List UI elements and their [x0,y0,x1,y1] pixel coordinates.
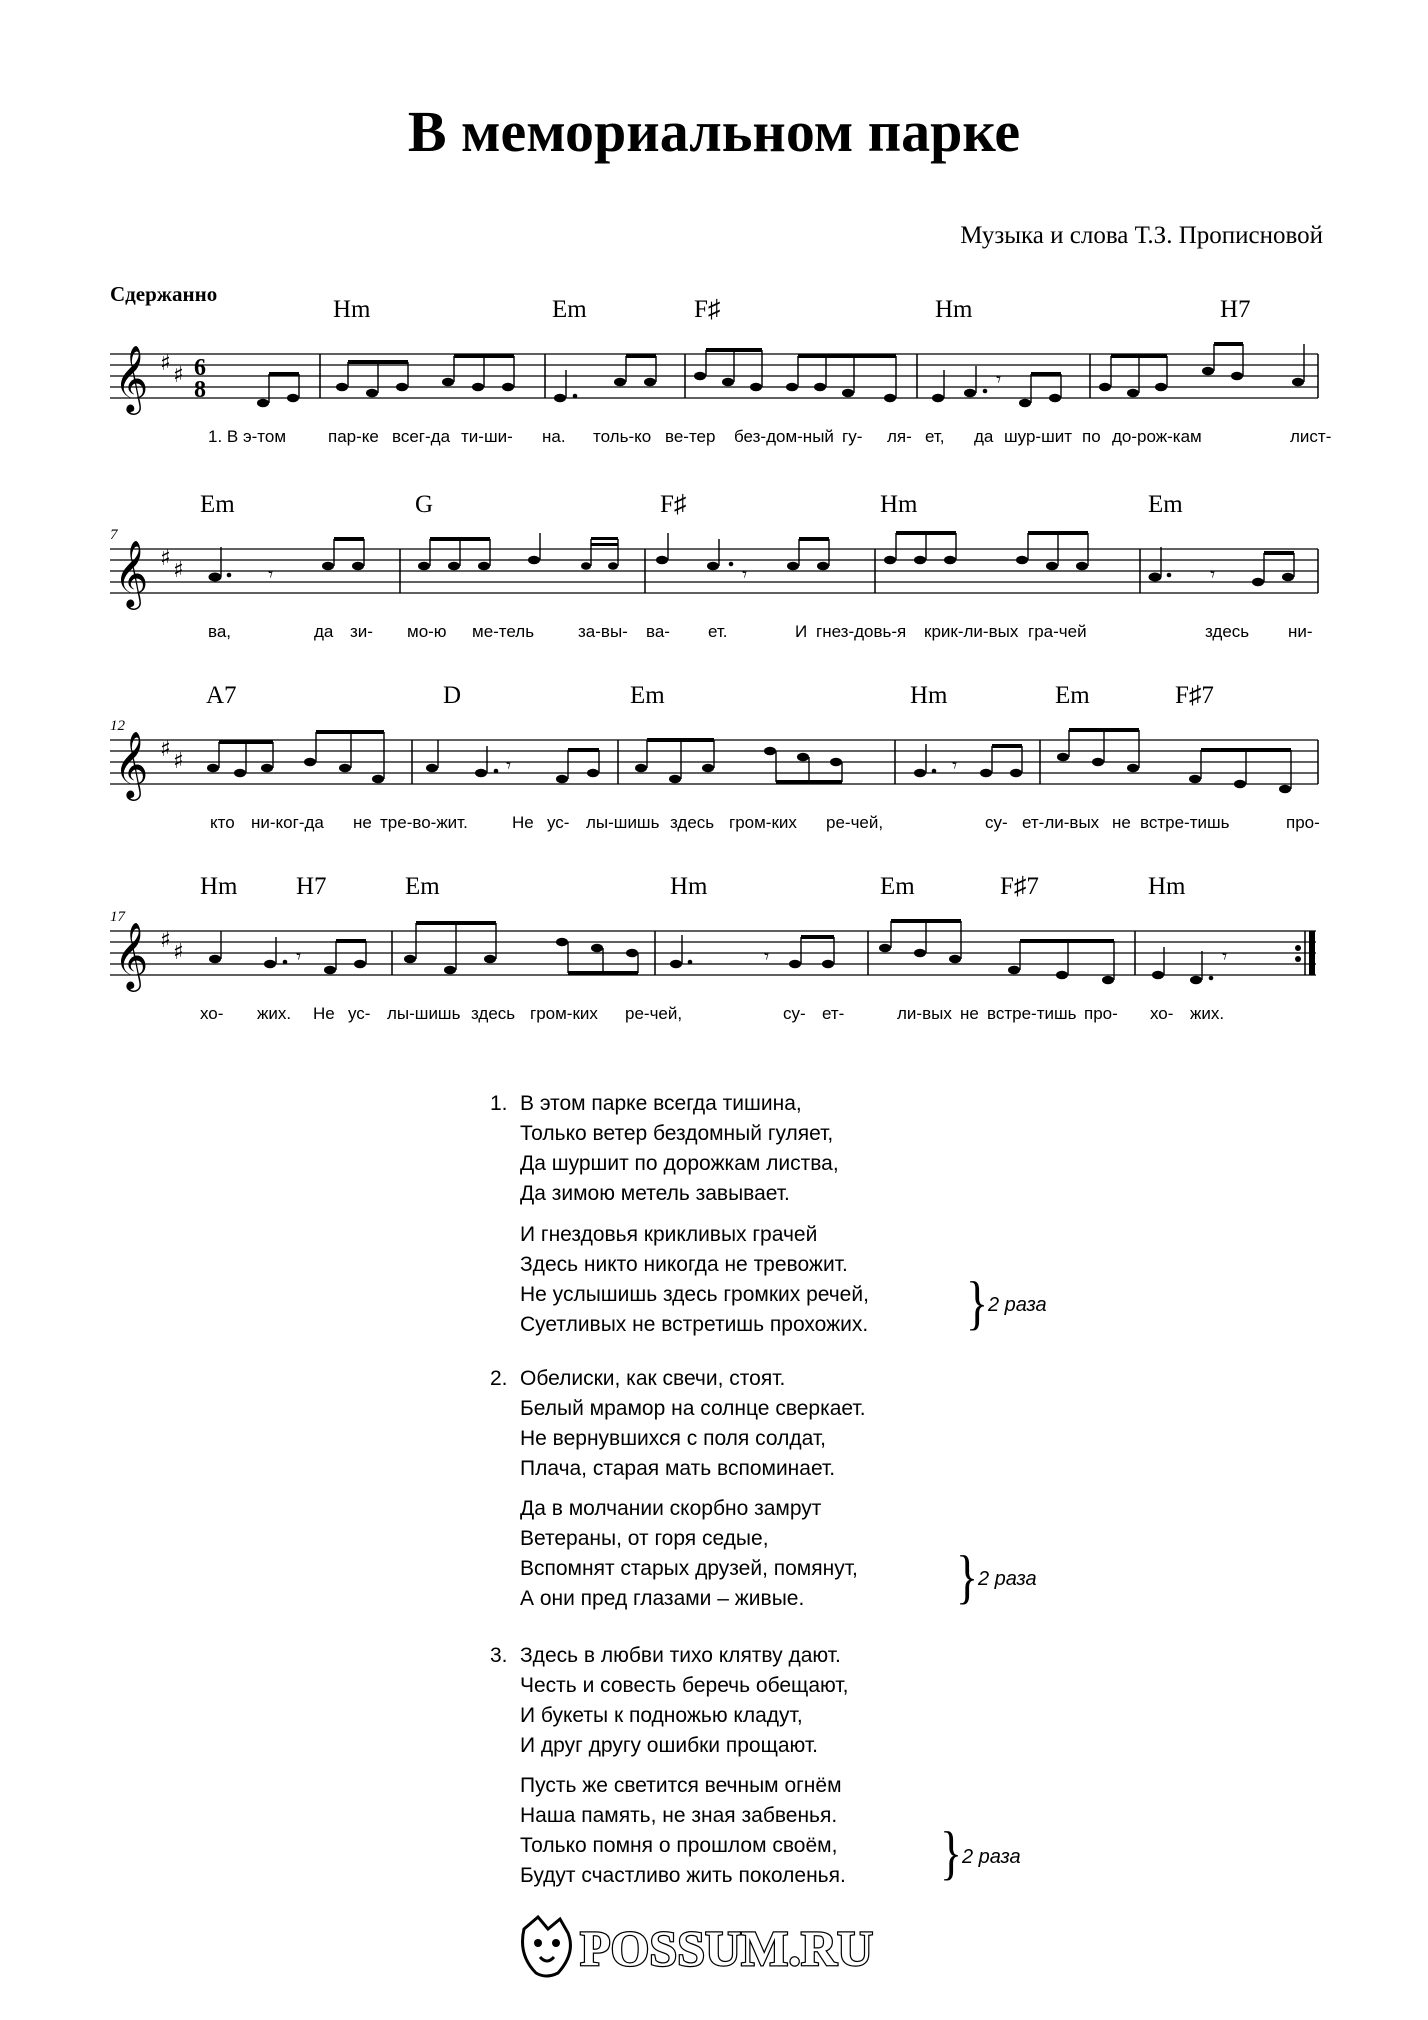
lyric-syllable: ре-чей, [625,1004,683,1023]
lyric-syllable: ет. [708,622,728,641]
chord-symbol: G [415,491,434,518]
lyric-syllable: хо- [1150,1004,1174,1023]
logo-text: POSSUM.RU [580,1920,874,1976]
lyrics-line [110,427,1332,453]
lyric-syllable: ре-чей, [826,813,884,832]
treble-clef-icon: 𝄞 [114,539,149,607]
eighth-rest-icon: 𝄾 [742,562,748,586]
verse-line: Только ветер бездомный гуляет, [520,1122,834,1145]
chord-row [0,296,1428,336]
staff-system-2 [0,491,1428,681]
lyric-syllable: ет, [925,427,945,446]
lyric-syllable: не [960,1004,979,1023]
verse-number: 2. [490,1367,508,1390]
repeat-note: 2 раза [978,1568,1037,1590]
lyric-syllable: гром-ких [729,813,797,832]
staff-system-3 [0,682,1428,872]
chorus-line: Ветераны, от горя седые, [520,1527,769,1550]
lyric-syllable: зи- [350,622,373,641]
lyric-syllable: гра-чей [1028,622,1087,641]
lyric-syllable: за-вы- [578,622,628,641]
lyrics-line [110,1004,1328,1030]
chord-symbol: Em [880,873,915,900]
sharp-icon: ♯ [173,363,184,388]
verse-line: И друг другу ошибки прощают. [520,1734,818,1757]
lyric-syllable: здесь [471,1004,516,1023]
lyric-syllable: здесь [1205,622,1250,641]
eighth-rest-icon: 𝄾 [506,753,512,777]
staff-system-4 [0,873,1428,1063]
chord-symbol: F♯7 [1175,682,1214,709]
chorus-line: Только помня о прошлом своём, [520,1834,838,1857]
verse-line: В этом парке всегда тишина, [520,1092,802,1115]
verse-line: Честь и совесть беречь обещают, [520,1674,849,1697]
chorus-2 [520,1494,858,1614]
chord-symbol: H7 [296,873,327,900]
chord-symbol: Hm [910,682,948,709]
lyric-syllable: И [795,622,808,641]
eighth-rest-icon: 𝄾 [952,753,958,777]
lyric-syllable: ва- [646,622,670,641]
lyric-syllable: лист- [1290,427,1332,446]
lyric-syllable: ни-ког-да [251,813,324,832]
verse-line: Белый мрамор на солнце сверкает. [520,1397,866,1420]
lyric-syllable: гром-ких [530,1004,598,1023]
lyric-syllable: ве-тер [665,427,716,446]
repeat-dot [1295,956,1301,962]
lyric-syllable: лы-шишь [586,813,660,832]
chord-row [0,682,1428,722]
time-sig-bottom: 8 [194,377,206,403]
lyric-syllable: не [1112,813,1131,832]
lyric-syllable: всег-да [392,427,451,446]
verse-line: Да шуршит по дорожкам листва, [520,1152,839,1175]
chorus-line: Вспомнят старых друзей, помянут, [520,1557,858,1580]
lyric-syllable: су- [985,813,1008,832]
chorus-line: Да в молчании скорбно замрут [520,1497,822,1520]
lyric-syllable: лы-шишь [387,1004,461,1023]
lyric-syllable: встре-тишь [1140,813,1230,832]
chord-symbol: Hm [1148,873,1186,900]
lyric-syllable: тре-во-жит. [380,813,468,832]
chorus-line: Пусть же светится вечным огнём [520,1774,842,1797]
chorus-line: Не услышишь здесь громких речей, [520,1283,869,1306]
chorus-1 [520,1220,869,1340]
chord-symbol: Hm [935,296,973,323]
chord-row [0,491,1428,531]
chord-symbol: Em [1055,682,1090,709]
lyric-syllable: ни- [1288,622,1313,641]
chord-symbol: Em [552,296,587,323]
possum-head-icon [523,1917,571,1976]
eighth-rest-icon: 𝄾 [764,944,770,968]
tempo-marking: Сдержанно [110,282,218,306]
chord-symbol: H7 [1220,296,1251,323]
repeat-brace: } [956,1543,979,1610]
lyric-syllable: про- [1084,1004,1118,1023]
sharp-icon: ♯ [173,749,184,774]
composer-credit: Музыка и слова Т.З. Прописновой [960,222,1323,249]
verse-number: 3. [490,1644,508,1667]
chord-row [0,873,1428,913]
sharp-icon: ♯ [160,351,171,376]
lyric-syllable: ме-тель [472,622,535,641]
lyric-syllable: жих. [1190,1004,1225,1023]
sharp-icon: ♯ [173,940,184,965]
verse-line: Не вернувшихся с поля солдат, [520,1427,826,1450]
verse-line: Да зимою метель завывает. [520,1182,790,1205]
eighth-rest-icon: 𝄾 [1222,944,1228,968]
eighth-rest-icon: 𝄾 [996,367,1002,391]
eighth-rest-icon: 𝄾 [1210,562,1216,586]
lyric-syllable: встре-тишь [987,1004,1077,1023]
sharp-icon: ♯ [160,737,171,762]
lyric-syllable: толь-ко [593,427,652,446]
sharp-icon: ♯ [173,558,184,583]
lyric-syllable: жих. [257,1004,292,1023]
lyric-syllable: про- [1286,813,1320,832]
lyric-syllable: ус- [348,1004,371,1023]
verse-1 [490,1089,839,1209]
chord-symbol: F♯ [694,296,721,323]
lyric-syllable: 1. В э-том [208,427,287,446]
chord-symbol: F♯7 [1000,873,1039,900]
chord-symbol: Em [1148,491,1183,518]
verse-line: И букеты к подножью кладут, [520,1704,803,1727]
sharp-icon: ♯ [160,928,171,953]
repeat-brace: } [966,1269,989,1336]
lyric-syllable: пар-ке [328,427,379,446]
lyric-syllable: ет-ли-вых [1022,813,1100,832]
lyric-syllable: гу- [842,427,863,446]
chord-symbol: Hm [200,873,238,900]
lyric-syllable: до-рож-кам [1112,427,1202,446]
eighth-rest-icon: 𝄾 [296,944,302,968]
song-title: В мемориальном парке [407,99,1021,164]
final-barline [1309,931,1315,975]
chorus-line: Здесь никто никогда не тревожит. [520,1253,848,1276]
treble-clef-icon: 𝄞 [114,921,149,989]
verse-line: Здесь в любви тихо клятву дают. [520,1644,841,1667]
chorus-3 [520,1771,846,1891]
verse-line: Плача, старая мать вспоминает. [520,1457,836,1480]
lyrics-line [110,813,1328,839]
chord-symbol: Em [630,682,665,709]
lyric-syllable: да [314,622,334,641]
verse-3 [490,1641,849,1761]
lyric-syllable: крик-ли-вых [924,622,1019,641]
chord-symbol: F♯ [660,491,687,518]
music-staff [0,336,1428,426]
lyric-syllable: здесь [670,813,715,832]
treble-clef-icon: 𝄞 [114,344,149,412]
lyric-syllable: на. [542,427,566,446]
lyric-syllable: без-дом-ный [734,427,834,446]
bar-number: 7 [110,527,118,543]
chorus-line: И гнездовья крикливых грачей [520,1223,818,1246]
time-sig-top: 6 [194,355,206,381]
chord-symbol: Em [200,491,235,518]
lyric-syllable: кто [210,813,235,832]
treble-clef-icon: 𝄞 [114,730,149,798]
music-staff [0,722,1428,812]
staff-system-1 [0,296,1428,486]
bar-number: 17 [110,909,125,925]
repeat-dot [1295,945,1301,951]
lyric-syllable: по [1082,427,1101,446]
lyric-syllable: ти-ши- [461,427,513,446]
repeat-note: 2 раза [988,1294,1047,1316]
lyric-syllable: ус- [547,813,570,832]
chord-symbol: Hm [880,491,918,518]
chorus-line: Будут счастливо жить поколенья. [520,1864,846,1887]
chorus-line: Наша память, не зная забвенья. [520,1804,838,1827]
chorus-line: Суетливых не встретишь прохожих. [520,1313,869,1336]
sharp-icon: ♯ [160,546,171,571]
chord-symbol: Hm [670,873,708,900]
lyric-syllable: гнез-довь-я [816,622,907,641]
chord-symbol: D [443,682,462,709]
lyric-syllable: ет- [822,1004,845,1023]
lyrics-line [110,622,1328,648]
lyric-syllable: ля- [887,427,912,446]
chord-symbol: Em [405,873,440,900]
lyric-syllable: ва, [208,622,232,641]
lyric-syllable: су- [783,1004,806,1023]
lyric-syllable: не [353,813,372,832]
possum-logo [518,1915,898,1979]
repeat-note: 2 раза [962,1846,1021,1868]
lyric-syllable: хо- [200,1004,224,1023]
chord-symbol: Hm [333,296,371,323]
lyric-syllable: Не [512,813,534,832]
verse-line: Обелиски, как свечи, стоят. [520,1367,786,1390]
lyric-syllable: мо-ю [407,622,447,641]
lyric-syllable: шур-шит [1004,427,1072,446]
lyric-syllable: да [974,427,994,446]
verse-2 [490,1364,866,1484]
verse-number: 1. [490,1092,508,1115]
repeat-brace: } [940,1819,963,1886]
bar-number: 12 [110,718,125,734]
music-staff [0,531,1428,621]
eighth-rest-icon: 𝄾 [268,562,274,586]
chord-symbol: A7 [206,682,237,709]
lyric-syllable: ли-вых [897,1004,952,1023]
chorus-line: А они пред глазами – живые. [520,1587,805,1610]
music-staff [0,913,1428,1003]
lyric-syllable: Не [313,1004,335,1023]
